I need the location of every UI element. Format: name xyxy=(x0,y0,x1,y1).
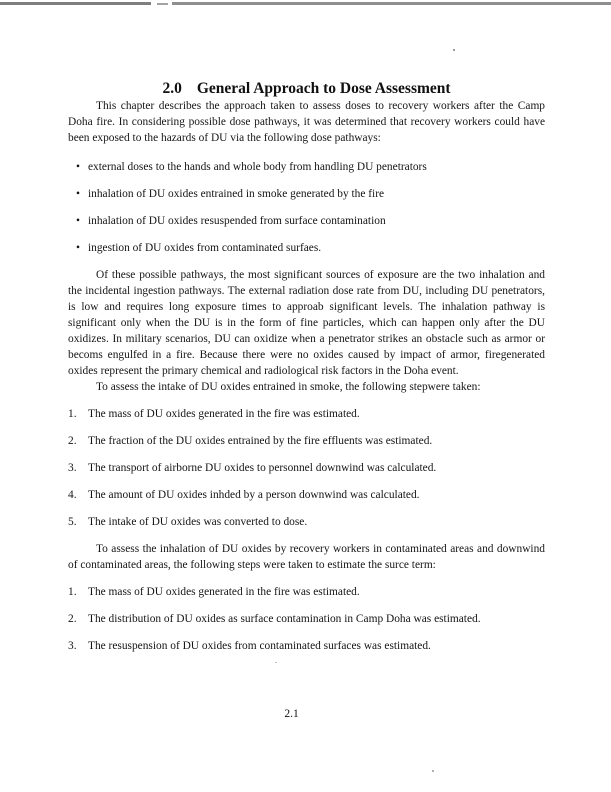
list-item xyxy=(68,159,545,175)
bullet-icon: • xyxy=(76,242,80,254)
bullet-text: ingestion of DU oxides from contaminated surfaes. xyxy=(88,242,322,254)
bullet-text: external doses to the hands and whole body from handling DU penetrators xyxy=(88,161,427,173)
step-text: The mass of DU oxides generated in the fire was estimated. xyxy=(88,586,360,598)
step-number: 1. xyxy=(68,408,77,420)
list-item xyxy=(68,611,545,627)
step-text: The amount of DU oxides inhded by a person downwind was calculated. xyxy=(88,489,420,501)
scan-edge-artifact xyxy=(0,2,151,5)
scan-edge-artifact xyxy=(157,3,168,5)
bullet-icon: • xyxy=(76,161,80,173)
smoke-steps-intro: To assess the intake of DU oxides entrained in smoke, the following stepwere taken: xyxy=(96,381,481,393)
list-item xyxy=(68,406,545,422)
bullet-icon: • xyxy=(76,188,80,200)
list-item xyxy=(68,213,545,229)
step-number: 3. xyxy=(68,640,77,652)
list-item xyxy=(68,514,545,530)
resuspension-intro: To assess the inhalation of DU oxides by recovery workers in contaminated areas and downwind of contaminated areas, the following steps were taken to estimate the surce term: xyxy=(68,543,545,571)
scan-speck xyxy=(453,49,455,51)
list-item xyxy=(68,584,545,600)
step-number: 4. xyxy=(68,489,77,501)
dose-pathway-bullet-list xyxy=(68,159,545,256)
scan-speck xyxy=(275,662,277,663)
step-text: The resuspension of DU oxides from contaminated surfaces was estimated. xyxy=(88,640,431,652)
step-number: 3. xyxy=(68,462,77,474)
step-text: The fraction of the DU oxides entrained by the fire effluents was estimated. xyxy=(88,435,433,447)
bullet-icon: • xyxy=(76,215,80,227)
bullet-text: inhalation of DU oxides resuspended from surface contamination xyxy=(88,215,386,227)
step-number: 1. xyxy=(68,586,77,598)
section-title xyxy=(68,0,545,98)
scan-edge-artifact xyxy=(172,2,611,5)
section-title-text: General Approach to Dose Assessment xyxy=(196,80,451,97)
scan-speck xyxy=(432,770,434,772)
step-text: The mass of DU oxides generated in the fire was estimated. xyxy=(88,408,360,420)
discussion-paragraph: Of these possible pathways, the most significant sources of exposure are the two inhalation and the incidental ingestion pathways. The external radiation dose rate from DU, including DU penetrators, is low and requires long exposure times to approab significant levels. The inhalation pathway is significant only when the DU is in the form of fine particles, which can happen only after the DU oxidizes. In military scenarios, DU can oxidize when a penetrator strikes an obstacle such as armor or becoms engulfed in a fire. Because there were no oxides caused by impact of armor, firegenerated oxides represent the primary chemical and radiological risk factors in the Doha event. xyxy=(68,269,545,377)
step-number: 5. xyxy=(68,516,77,528)
page-number: 2.1 xyxy=(284,708,299,720)
intro-paragraph: This chapter describes the approach taken to assess doses to recovery workers after the Camp Doha fire. In considering possible dose pathways, it was determined that recovery workers could have been exposed to the hazards of DU via the following dose pathways: xyxy=(68,100,545,144)
step-number: 2. xyxy=(68,435,77,447)
step-number: 2. xyxy=(68,613,77,625)
list-item xyxy=(68,638,545,654)
smoke-steps-list xyxy=(68,406,545,530)
step-text: The intake of DU oxides was converted to dose. xyxy=(88,516,308,528)
list-item xyxy=(68,460,545,476)
section-number: 2.0 xyxy=(162,80,182,97)
resuspension-steps-list xyxy=(68,584,545,654)
list-item xyxy=(68,433,545,449)
step-text: The transport of airborne DU oxides to personnel downwind was calculated. xyxy=(88,462,437,474)
bullet-text: inhalation of DU oxides entrained in smoke generated by the fire xyxy=(88,188,385,200)
list-item xyxy=(68,186,545,202)
list-item xyxy=(68,240,545,256)
step-text: The distribution of DU oxides as surface contamination in Camp Doha was estimated. xyxy=(88,613,481,625)
list-item xyxy=(68,487,545,503)
